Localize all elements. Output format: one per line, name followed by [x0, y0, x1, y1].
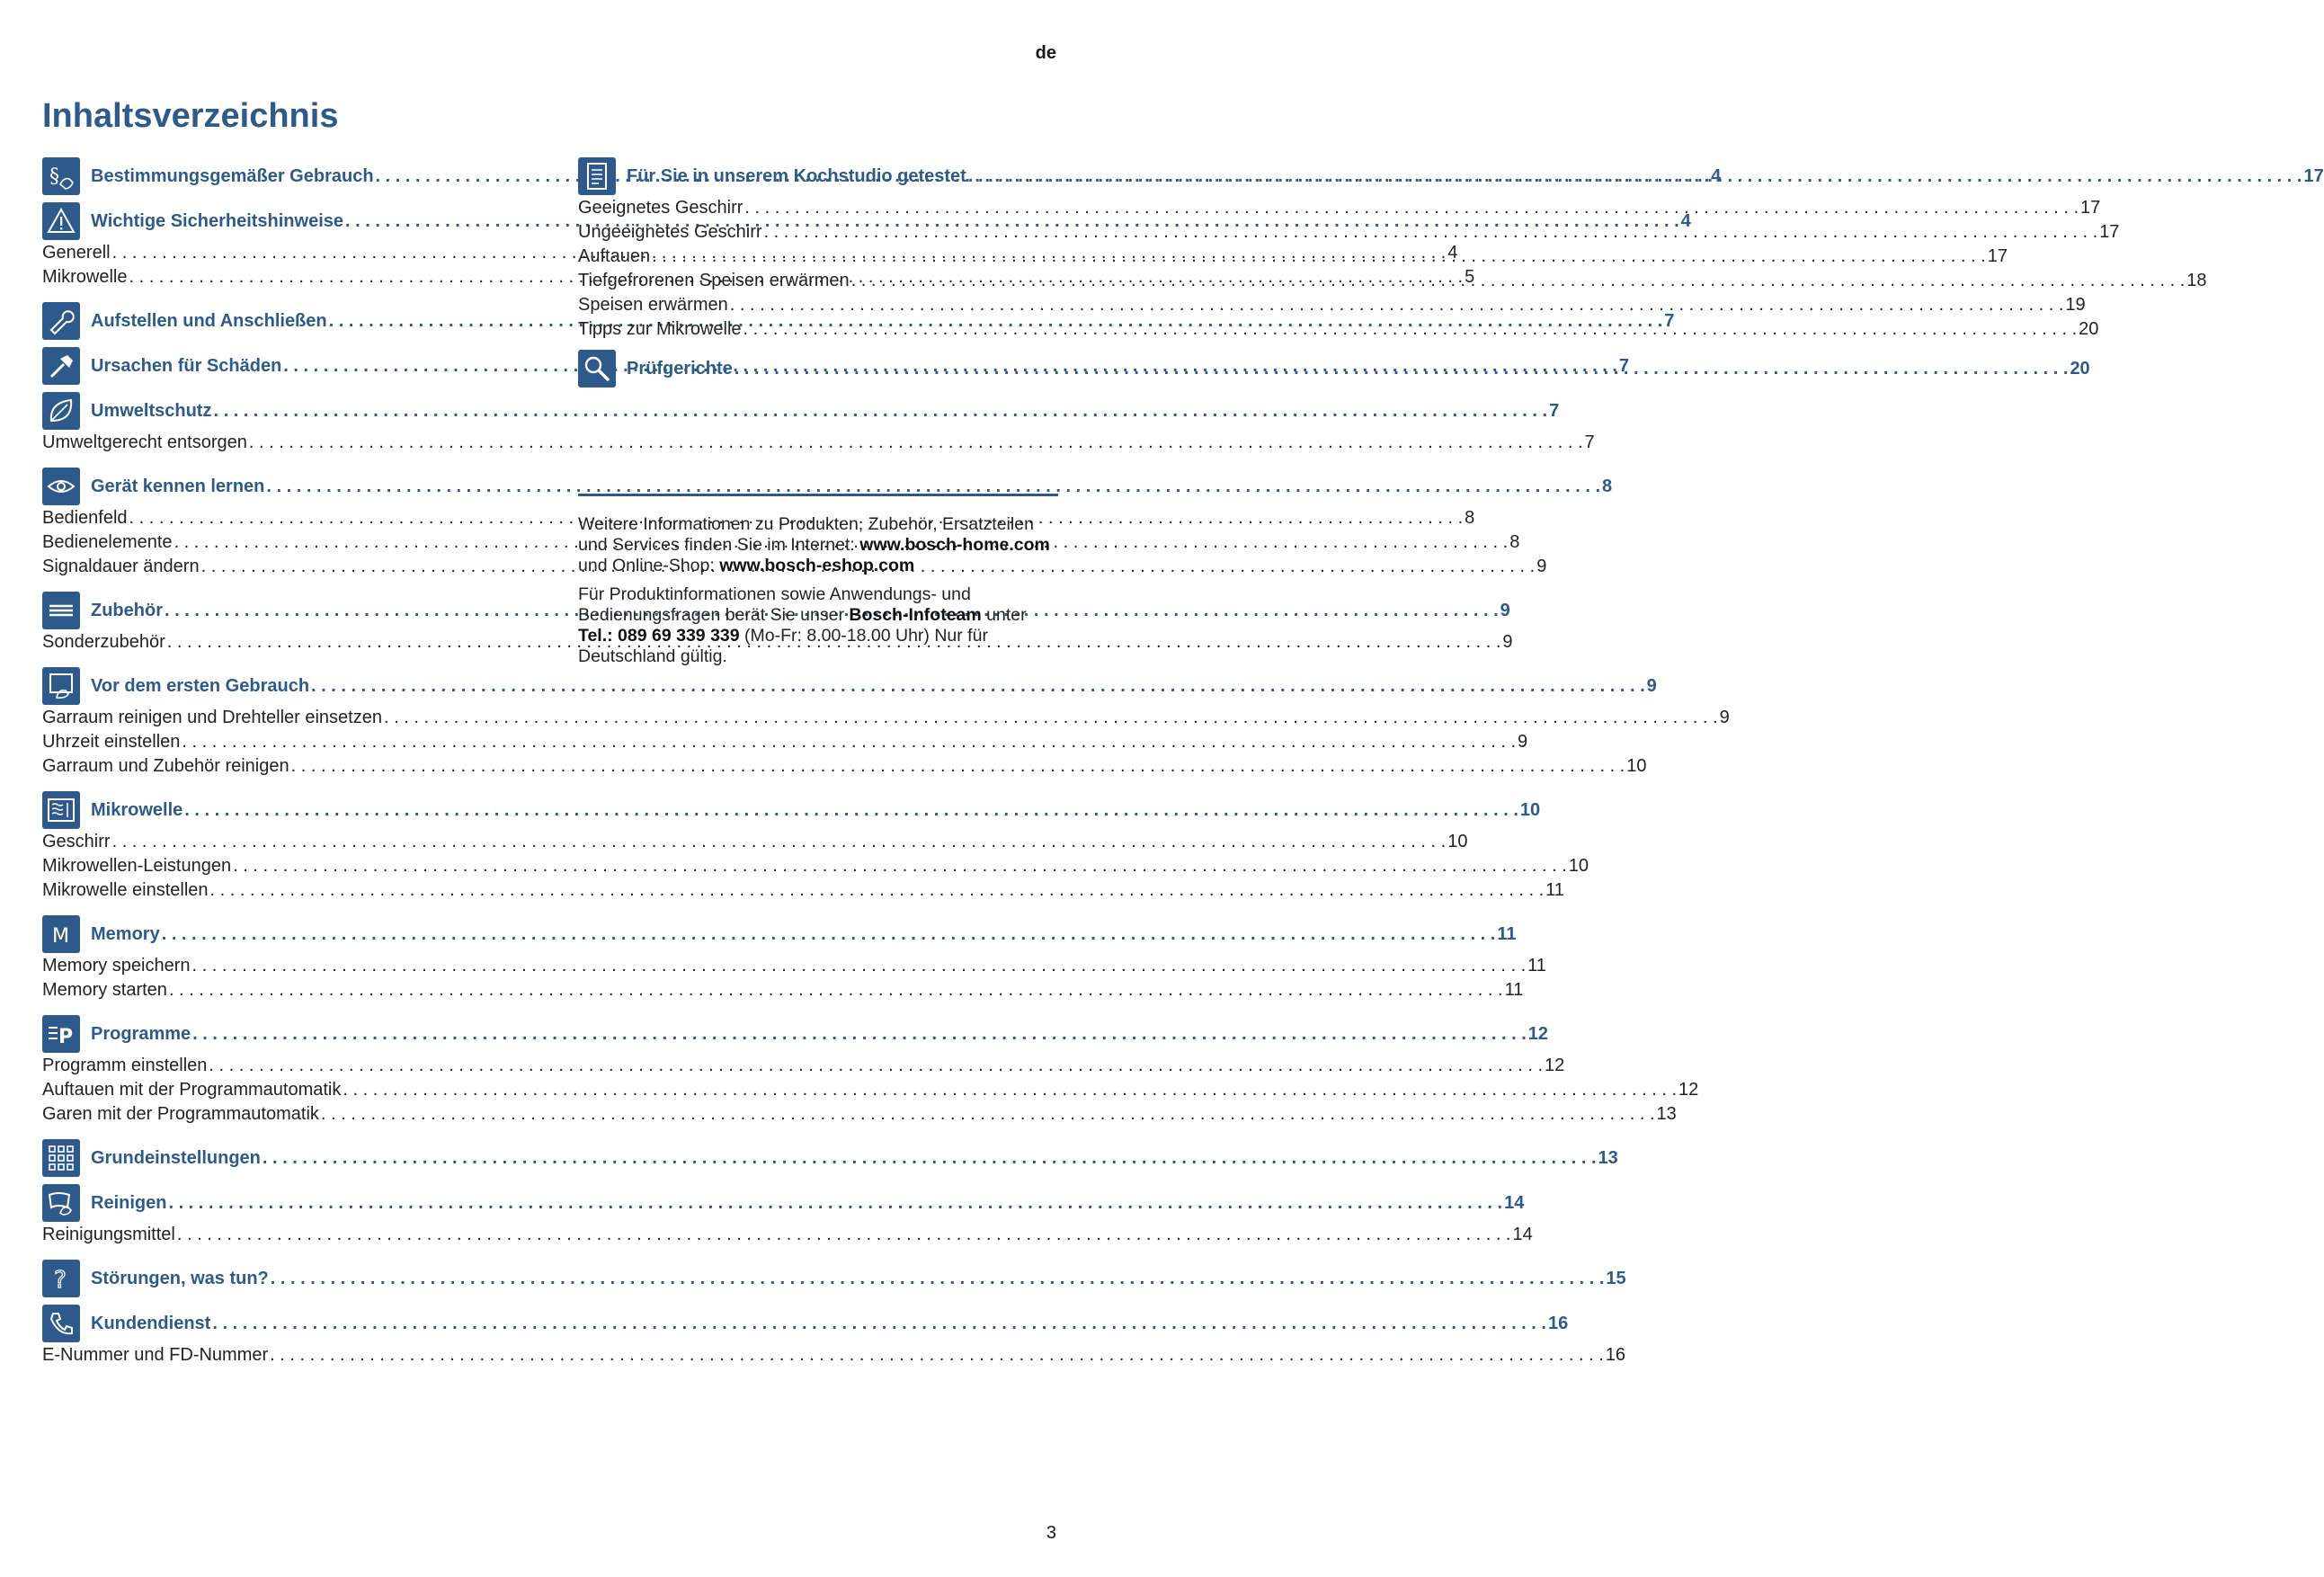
eshop-link[interactable]: www.bosch-eshop.com: [719, 556, 915, 575]
dot-leader: [730, 293, 2064, 317]
toc-entry-label: Auftauen: [578, 246, 651, 266]
toc-entry[interactable]: [578, 317, 2099, 342]
toc-entry-page: 10: [1447, 832, 1468, 851]
hotline-number: Tel.: 089 69 339 339: [578, 626, 740, 646]
toc-entry[interactable]: [42, 878, 1564, 903]
toc-entry-label: Sonderzubehör: [42, 632, 165, 652]
dot-leader: [270, 1343, 1604, 1368]
toc-entry-page: 16: [1605, 1345, 1626, 1365]
svg-text:§: §: [49, 165, 59, 188]
toc-entry-page: 13: [1656, 1104, 1677, 1124]
toc-entry-page: 10: [1626, 756, 1647, 776]
toc-section: [42, 1014, 1699, 1127]
toc-section: [42, 1183, 1533, 1247]
dot-leader: [851, 269, 2186, 293]
toc-section: [578, 349, 2090, 388]
toc-entry-label: Tipps zur Mikrowelle: [578, 319, 742, 339]
toc-section-title: Kundendienst: [91, 1313, 211, 1333]
toc-entry-label: E-Nummer und FD-Nummer: [42, 1345, 269, 1365]
toc-entry-page: 9: [1536, 557, 1547, 576]
toc-section-heading[interactable]: [42, 1138, 1618, 1178]
document-icon: [578, 157, 616, 195]
toc-entry-label: Umweltgerecht entsorgen: [42, 432, 247, 452]
dot-leader: [184, 800, 1518, 821]
infoteam-name: Bosch-Infoteam: [849, 605, 982, 625]
toc-section-title: Zubehör: [91, 600, 163, 620]
dot-leader: [291, 754, 1625, 779]
memory-m-icon: [42, 915, 80, 953]
toc-section-title: Reinigen: [91, 1192, 167, 1213]
toc-entry-label: Garraum reinigen und Drehteller einsetzen: [42, 708, 382, 727]
toc-entry[interactable]: [578, 269, 2207, 293]
toc-section-title: Störungen, was tun?: [91, 1268, 269, 1288]
toc-section-title: Für Sie in unserem Kochstudio getestet: [627, 165, 966, 186]
toc-section: [42, 666, 1730, 779]
toc-entry-label: Garen mit der Programmautomatik: [42, 1104, 319, 1124]
toc-section-page: 17: [2303, 165, 2324, 186]
toc-section-page: 10: [1519, 799, 1541, 820]
toc-entry-label: Programm einstellen: [42, 1056, 208, 1075]
dot-leader: [112, 830, 1447, 854]
wrench-icon: [42, 302, 80, 340]
dot-leader: [384, 706, 1718, 730]
toc-section-heading[interactable]: [42, 666, 1657, 706]
magnifier-icon: [578, 350, 616, 388]
toc-entry-page: 17: [2099, 222, 2120, 242]
leaf-icon: [42, 392, 80, 430]
toc-section-page: 11: [1497, 923, 1517, 944]
toc-section-heading[interactable]: [42, 391, 1560, 431]
microwave-icon: [42, 791, 80, 829]
toc-section-heading[interactable]: [42, 1259, 1626, 1298]
dot-leader: [321, 1102, 1655, 1127]
toc-entry-label: Ungeeignetes Geschirr: [578, 222, 762, 242]
dot-leader: [249, 431, 1583, 455]
toc-section-page: 7: [1549, 400, 1560, 421]
dot-leader: [311, 676, 1645, 697]
toc-entry-page: 9: [1719, 708, 1730, 727]
toc-right-column: [578, 156, 2324, 388]
toc-entry-page: 8: [1465, 508, 1475, 528]
svg-text:M: M: [52, 925, 69, 948]
toc-entry-label: Mikrowellen-Leistungen: [42, 856, 232, 876]
toc-entry-label: Speisen erwärmen: [578, 295, 728, 315]
toc-section-page: 9: [1646, 675, 1657, 696]
dot-leader: [168, 1193, 1502, 1214]
toc-entry[interactable]: [42, 754, 1647, 779]
toc-section-page: 15: [1606, 1268, 1626, 1288]
dot-leader: [209, 1054, 1543, 1078]
toc-section-title: Memory: [91, 923, 160, 944]
toc-entry-label: Geeignetes Geschirr: [578, 198, 744, 218]
accessory-tray-icon: [42, 592, 80, 629]
toc-entry-page: 7: [1584, 432, 1595, 452]
toc-entry[interactable]: [42, 830, 1468, 854]
toc-entry-label: Mikrowelle: [42, 267, 128, 287]
toc-entry-page: 9: [1502, 632, 1513, 652]
toc-entry[interactable]: [42, 1343, 1626, 1368]
toc-section-title: Prüfgerichte: [627, 358, 733, 379]
toc-section-heading[interactable]: [42, 914, 1517, 954]
dot-leader: [177, 1223, 1511, 1247]
dot-leader: [744, 317, 2078, 342]
toc-section: [42, 1138, 1618, 1178]
toc-section-heading[interactable]: [42, 1014, 1549, 1054]
toc-section-page: 12: [1527, 1023, 1549, 1044]
toc-section-heading[interactable]: [42, 1304, 1569, 1343]
dot-leader: [192, 1024, 1527, 1045]
toc-entry-label: Reinigungsmittel: [42, 1225, 175, 1244]
dot-leader: [271, 1269, 1605, 1289]
toc-entry[interactable]: [42, 706, 1730, 730]
toc-entry-label: Generell: [42, 243, 111, 263]
toc-section-page: 14: [1504, 1192, 1525, 1213]
toc-entry[interactable]: [578, 293, 2086, 317]
toc-section-page: 7: [1618, 355, 1630, 376]
dot-leader: [652, 245, 1986, 269]
toc-section-page: 4: [1711, 165, 1722, 186]
language-code: de: [1035, 43, 1056, 63]
toc-entry-label: Memory speichern: [42, 956, 191, 976]
toc-entry[interactable]: [42, 1054, 1565, 1078]
toc-entry[interactable]: [42, 978, 1524, 1002]
dot-leader: [210, 878, 1545, 903]
toc-entry-label: Uhrzeit einstellen: [42, 732, 181, 752]
toc-entry-page: 8: [1509, 532, 1520, 552]
dot-leader: [735, 359, 2069, 379]
toc-entry[interactable]: [578, 220, 2120, 245]
question-mark-icon: [42, 1260, 80, 1297]
toc-entry[interactable]: [42, 730, 1528, 754]
toc-entry-label: Mikrowelle einstellen: [42, 880, 209, 900]
toc-entry-label: Bedienfeld: [42, 508, 128, 528]
toc-entry-page: 5: [1465, 267, 1475, 287]
toc-entry-page: 11: [1504, 980, 1524, 1000]
toc-section-page: 8: [1602, 476, 1613, 496]
toc-entry-page: 20: [2079, 319, 2099, 339]
toc-section: [42, 914, 1546, 1002]
toc-section-title: Grundeinstellungen: [91, 1147, 261, 1168]
program-p-icon: [42, 1015, 80, 1053]
dot-leader: [169, 978, 1503, 1002]
dot-leader: [263, 1148, 1597, 1169]
toc-section-title: Bestimmungsgemäßer Gebrauch: [91, 165, 374, 186]
toc-entry[interactable]: [42, 1078, 1699, 1102]
info-divider: [578, 494, 1058, 496]
toc-entry-page: 19: [2065, 295, 2086, 315]
toc-entry-page: 9: [1518, 732, 1528, 752]
dot-leader: [233, 854, 1567, 878]
toc-entry-label: Bedienelemente: [42, 532, 173, 552]
toc-section-title: Wichtige Sicherheitshinweise: [91, 210, 344, 231]
hammer-icon: [42, 347, 80, 385]
dot-leader: [764, 220, 2098, 245]
toc-entry-label: Memory starten: [42, 980, 167, 1000]
toc-section-page: 13: [1598, 1147, 1618, 1168]
toc-section-page: 7: [1664, 310, 1675, 331]
toc-entry-label: Auftauen mit der Programmautomatik: [42, 1080, 342, 1100]
svg-text:?: ?: [54, 1267, 67, 1294]
toc-entry-page: 17: [2080, 198, 2101, 218]
toc-entry-label: Garraum und Zubehör reinigen: [42, 756, 289, 776]
toc-section-title: Programme: [91, 1023, 191, 1044]
dot-leader: [212, 1314, 1546, 1334]
toc-section-heading[interactable]: [578, 156, 2324, 196]
toc-section-title: Mikrowelle: [91, 799, 183, 820]
dot-leader: [192, 954, 1527, 978]
dot-leader: [162, 924, 1496, 945]
toc-section: [42, 1304, 1626, 1368]
info-box: [578, 514, 1058, 675]
toc-section: [578, 156, 2324, 342]
dot-leader: [744, 196, 2079, 220]
toc-entry[interactable]: [578, 196, 2101, 220]
toc-section-page: 16: [1547, 1313, 1569, 1333]
toc-section-page: 4: [1680, 210, 1691, 231]
toc-entry-label: Geschirr: [42, 832, 111, 851]
toc-section-page: 9: [1500, 600, 1510, 620]
toc-entry[interactable]: [42, 954, 1546, 978]
paragraph-hand-icon: [42, 157, 80, 195]
toc-section: [42, 1259, 1626, 1298]
svg-text:P: P: [58, 1026, 74, 1048]
toc-entry[interactable]: [42, 506, 1475, 530]
cleaning-cloth-icon: [42, 1184, 80, 1222]
dot-leader: [968, 166, 2302, 187]
toc-entry-page: 12: [1545, 1056, 1565, 1075]
toc-section-title: Gerät kennen lernen: [91, 476, 265, 496]
info-paragraph-hotline: Für Produktinformationen sowie Anwendungs- und Bedienungsfragen berät Sie unser Bosch-Infoteam unter Tel.: 089 69 339 339 (Mo-Fr: 8.00-18.00 Uhr) Nur für Deutschland gültig.: [578, 584, 1027, 666]
toc-entry[interactable]: [42, 1102, 1677, 1127]
toc-entry-label: Signaldauer ändern: [42, 557, 200, 576]
dot-leader: [182, 730, 1516, 754]
settings-grid-icon: [42, 1139, 80, 1177]
first-use-icon: [42, 667, 80, 705]
toc-entry-label: Tiefgefrorenen Speisen erwärmen: [578, 271, 850, 290]
page-title: Inhaltsverzeichnis: [42, 97, 339, 135]
toc-entry[interactable]: [578, 245, 2008, 269]
toc-entry[interactable]: [42, 431, 1595, 455]
toc-entry-page: 11: [1545, 880, 1564, 900]
toc-section-heading[interactable]: [42, 467, 1613, 506]
toc-section-heading[interactable]: [42, 790, 1541, 830]
toc-section-title: Umweltschutz: [91, 400, 212, 421]
toc-entry-page: 4: [1447, 243, 1458, 263]
toc-entry-page: 12: [1678, 1080, 1699, 1100]
website-link[interactable]: www.bosch-home.com: [859, 535, 1050, 555]
dot-leader: [343, 1078, 1677, 1102]
toc-entry-page: 11: [1527, 956, 1546, 976]
dot-leader: [213, 401, 1547, 422]
toc-entry-page: 10: [1568, 856, 1589, 876]
warning-triangle-icon: [42, 202, 80, 240]
toc-section: [42, 790, 1589, 903]
toc-section-title: Ursachen für Schäden: [91, 355, 282, 376]
toc-entry-page: 14: [1512, 1225, 1533, 1244]
toc-section-title: Vor dem ersten Gebrauch: [91, 675, 310, 696]
toc-section-heading[interactable]: [42, 1183, 1525, 1223]
toc-entry-page: 18: [2186, 271, 2207, 290]
toc-entry-page: 17: [1987, 246, 2008, 266]
toc-entry[interactable]: [42, 854, 1589, 878]
toc-section-title: Aufstellen und Anschließen: [91, 310, 327, 331]
info-paragraph-web: Weitere Informationen zu Produkten, Zubehör, Ersatzteilen und Services finden Sie im Internet: www.bosch-home.com und Online-Shop: www.bosch-eshop.com: [578, 514, 1050, 575]
toc-section-heading[interactable]: [578, 349, 2090, 388]
toc-entry[interactable]: [42, 1223, 1533, 1247]
eye-icon: [42, 468, 80, 505]
page-number: 3: [1046, 1523, 1056, 1543]
toc-section: [42, 391, 1595, 455]
phone-icon: [42, 1305, 80, 1342]
toc-section-page: 20: [2070, 358, 2090, 379]
